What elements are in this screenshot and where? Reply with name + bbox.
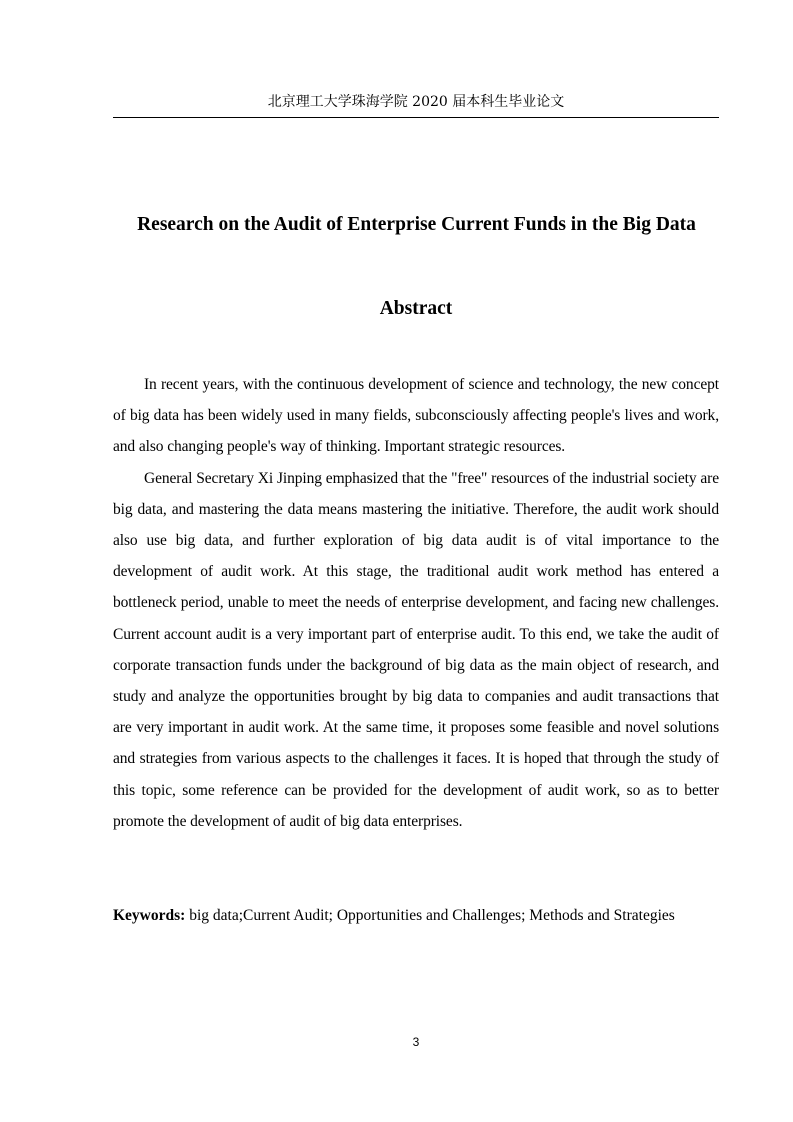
- header-divider: [113, 117, 719, 118]
- abstract-paragraph-2: General Secretary Xi Jinping emphasized that the "free" resources of the industrial society are big data, and mastering the data means mastering the initiative. Therefore, the audit work should also use big data, and further exploration of big data audit is of vital importance to the development of audit work. At this stage, the traditional audit work method has entered a bottleneck period, unable to meet the needs of enterprise development, and facing new challenges. Current account audit is a very important part of enterprise audit. To this end, we take the audit of corporate transaction funds under the background of big data as the main object of research, and study and analyze the opportunities brought by big data to companies and audit transactions that are very important in audit work. At the same time, it proposes some feasible and novel solutions and strategies from various aspects to the challenges it faces. It is hoped that through the study of this topic, some reference can be provided for the development of audit work, so as to better promote the development of audit of big data enterprises.: [113, 469, 719, 830]
- keywords-line: [113, 900, 719, 931]
- keywords-label: Keywords:: [113, 907, 186, 924]
- page-number: 3: [412, 1035, 420, 1049]
- abstract-heading: Abstract: [379, 298, 453, 319]
- running-header: 北京理工大学珠海学院 2020 届本科生毕业论文: [267, 94, 565, 110]
- keywords-text: big data;Current Audit; Opportunities and Challenges; Methods and Strategies: [189, 907, 675, 924]
- abstract-paragraph-1: In recent years, with the continuous development of science and technology, the new concept of big data has been widely used in many fields, subconsciously affecting people's lives and work, and also changing people's way of thinking. Important strategic resources.: [113, 376, 719, 456]
- abstract-body: [113, 369, 719, 837]
- document-title: Research on the Audit of Enterprise Current Funds in the Big Data: [137, 214, 696, 235]
